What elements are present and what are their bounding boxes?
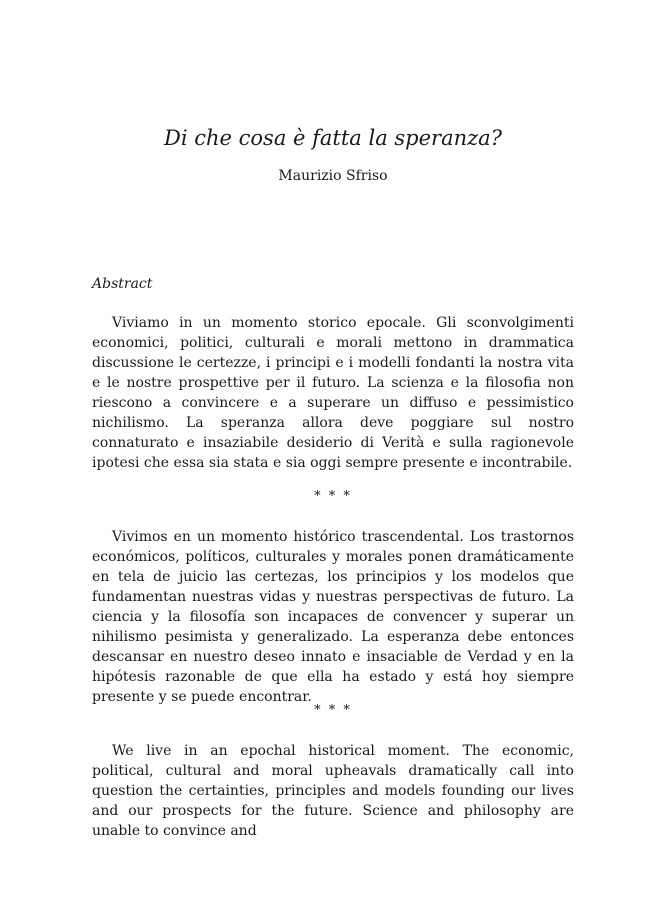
abstract-paragraph-english: We live in an epochal historical moment. The economic, political, cultural and moral upheavals dramatically call into question the certainties, principles and models founding our lives and our prospects for the future. Science and philosophy are unable to convince and (92, 743, 574, 839)
section-separator: * * * (314, 703, 352, 718)
author-name: Maurizio Sfriso (278, 168, 388, 184)
abstract-heading: Abstract (92, 276, 153, 292)
section-separator: * * * (314, 489, 352, 504)
abstract-paragraph-spanish: Vivimos en un momento histórico trascendental. Los trastornos económicos, políticos, culturales y morales ponen dramáticamente en tela de juicio las certezas, los principios y los modelos que fundamentan nuestras vidas y nuestras perspectivas de futuro. La ciencia y la filosofía son incapaces de convencer y superar un nihilismo pesimista y generalizado. La esperanza debe entonces descansar en nuestro deseo innato e insaciable de Verdad y en la hipótesis razonable de que ella ha estado y está hoy siempre presente y se puede encontrar. (92, 529, 574, 705)
article-title: Di che cosa è fatta la speranza? (164, 126, 502, 150)
abstract-paragraph-italian: Viviamo in un momento storico epocale. Gli sconvolgimenti economici, politici, culturali e morali mettono in drammatica discussione le certezze, i principi e i modelli fondanti la nostra vita e le nostre prospettive per il futuro. La scienza e la filosofia non riescono a convincere e a superare un diffuso e pessimistico nichilismo. La speranza allora deve poggiare sul nostro connaturato e insaziabile desiderio di Verità e sulla ragionevole ipotesi che essa sia stata e sia oggi sempre presente e incontrabile. (92, 315, 574, 471)
